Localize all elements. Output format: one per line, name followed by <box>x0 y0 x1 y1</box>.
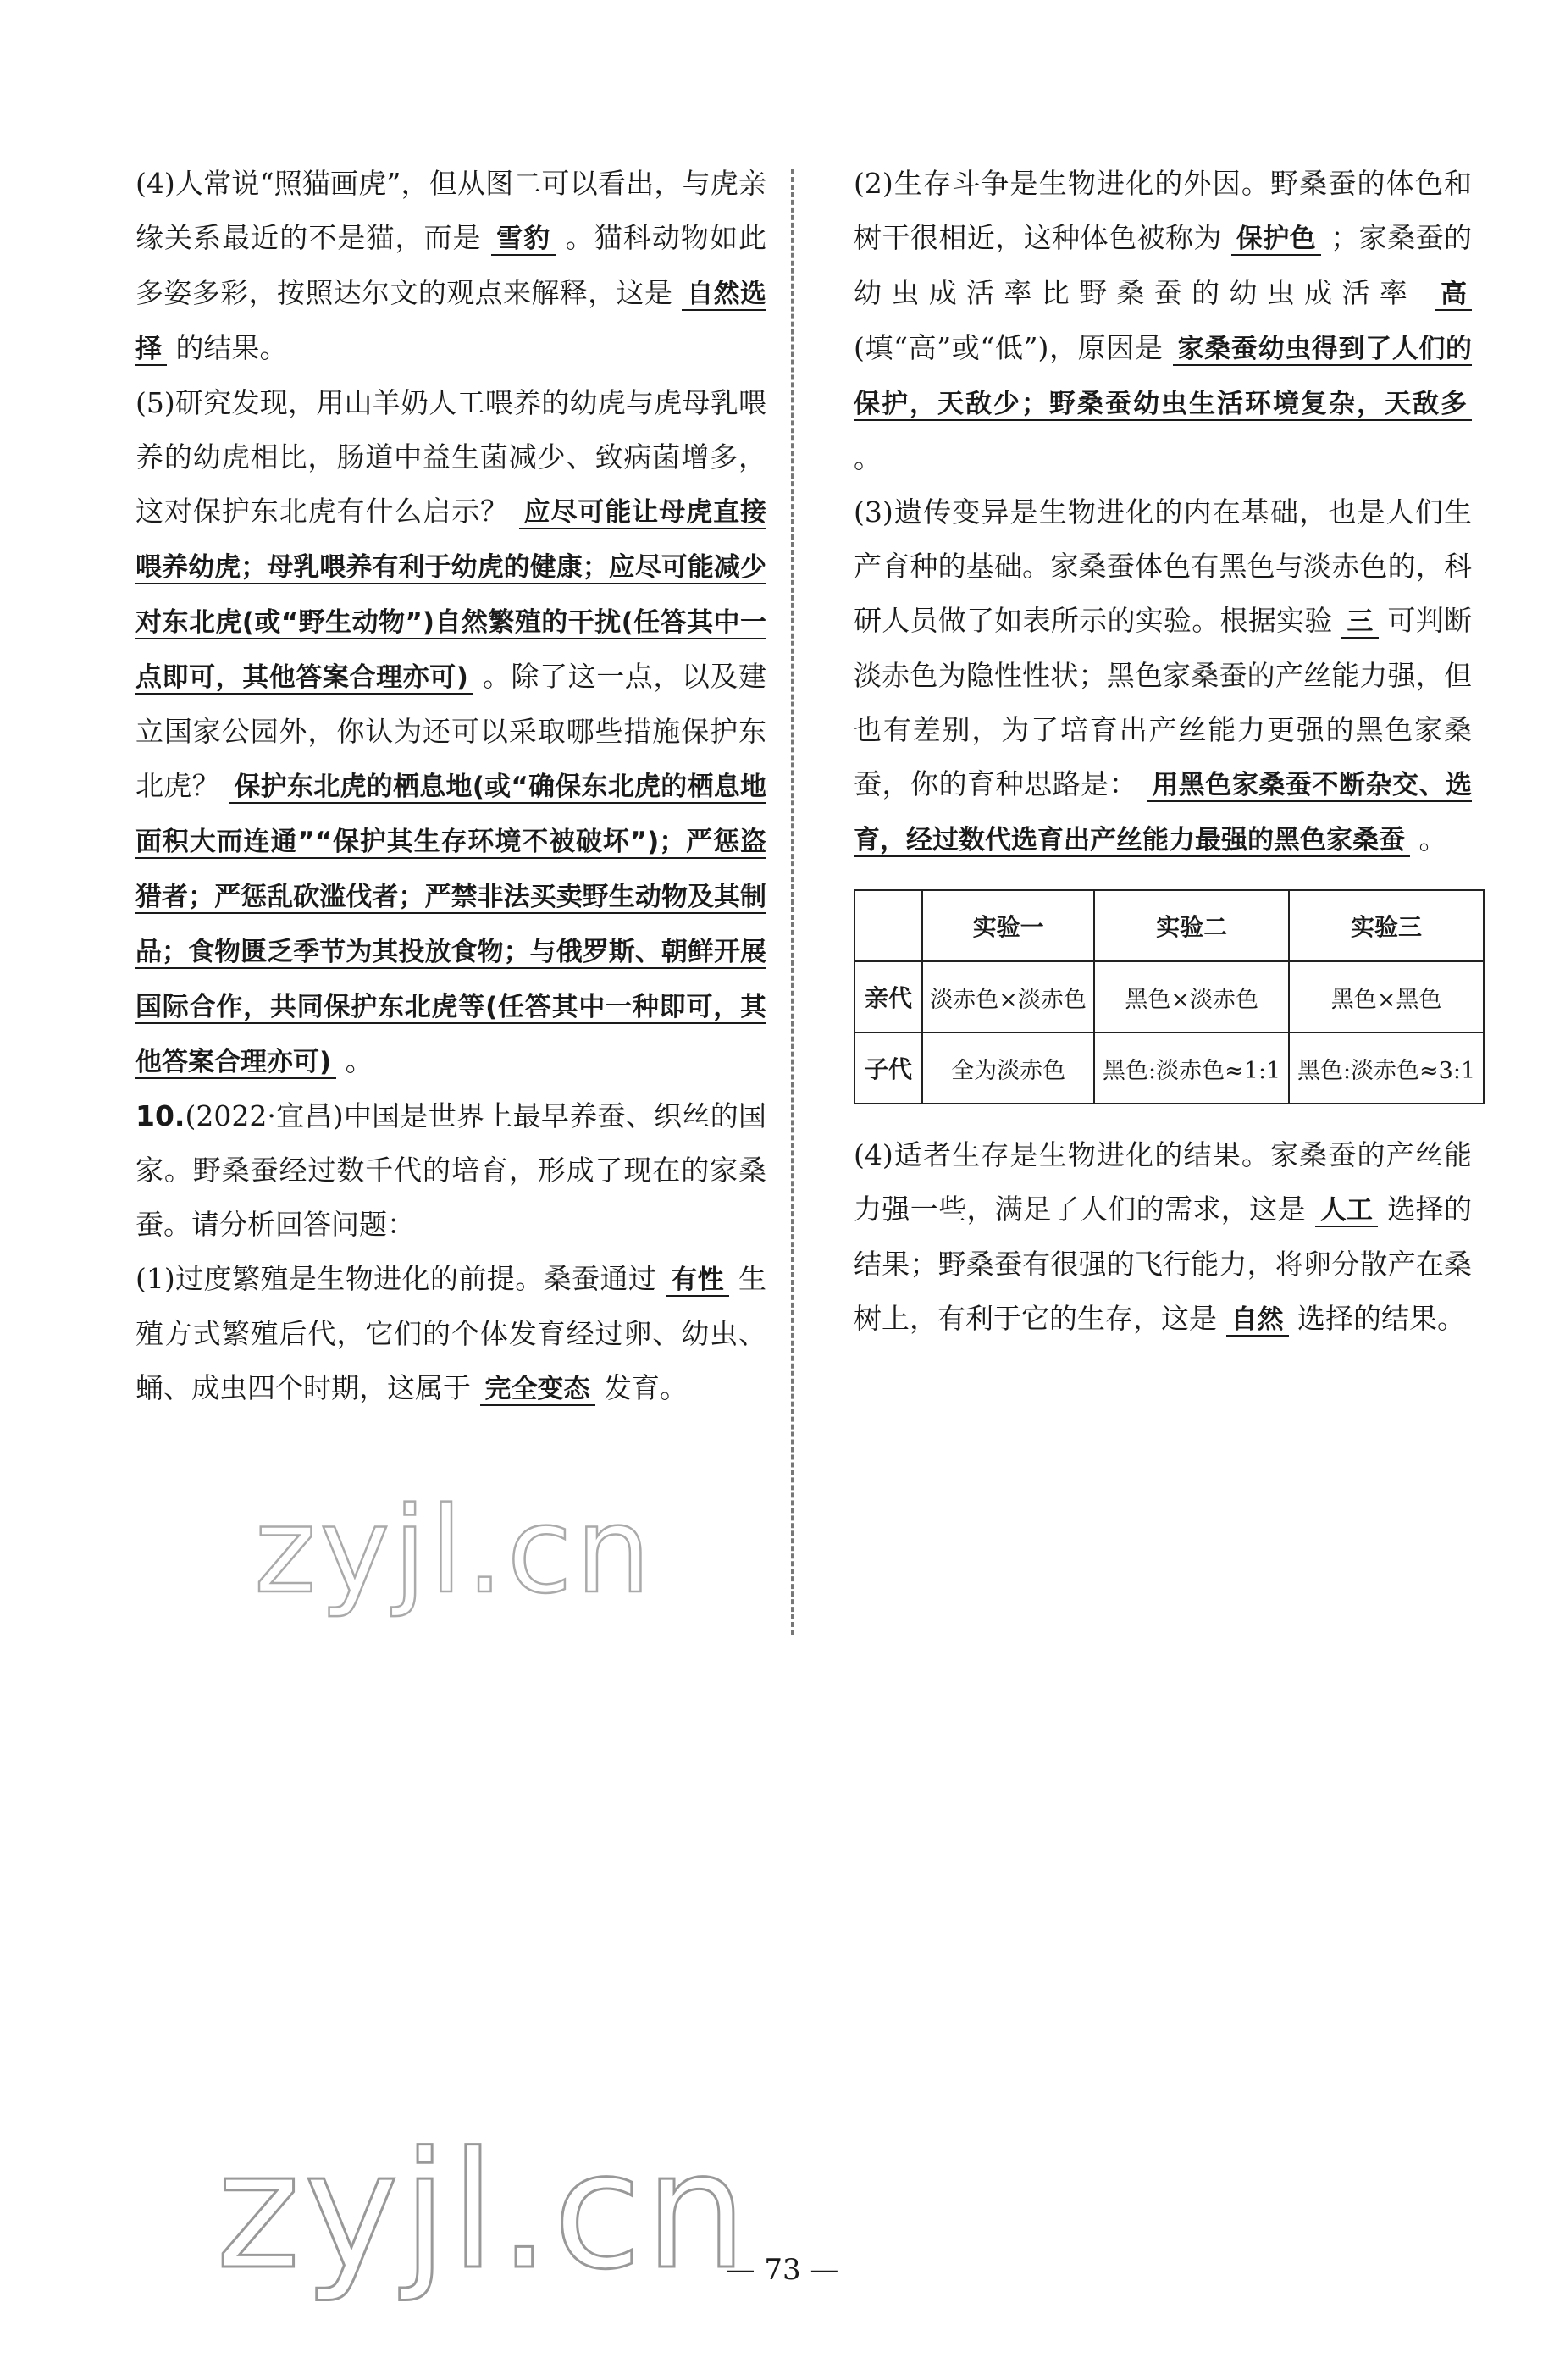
table-cell: 黑色×淡赤色 <box>1094 961 1289 1032</box>
table-header-cell: 实验二 <box>1094 890 1289 961</box>
q10-2-answer-1: 保护色 <box>1231 224 1321 256</box>
table-row <box>854 961 1484 1032</box>
q10-1-answer-2: 完全变态 <box>480 1374 595 1406</box>
q10-4-text: 选择的结果。 <box>1297 1302 1465 1335</box>
q5-answer-2: 保护东北虎的栖息地(或“确保东北虎的栖息地面积大而连通”“保护其生存环境不被破坏”)；严惩盗猎者；严惩乱砍滥伐者；严禁非法买卖野生动物及其制品；食物匮乏季节为其投放食物；与俄罗斯、朝鲜开展国际合作，共同保护东北虎等(任答其中一种即可，其他答案合理亦可) <box>135 772 767 1077</box>
column-divider <box>791 169 794 1635</box>
q10-2-text: (填“高”或“低”)，原因是 <box>854 331 1164 364</box>
q10-4-text: (4)适者生存是生物进化的结果。家桑蚕的产丝能力强一些，满足了人们的需求，这是 <box>854 1138 1472 1226</box>
question-4 <box>135 157 766 376</box>
watermark: zyjl.cn <box>216 2117 751 2305</box>
q10-1-answer-1: 有性 <box>666 1265 729 1297</box>
q5-text: 。除了这一点，以及建立国家公园外，你认为还可以采取哪些措施保护东北虎？ <box>135 660 767 802</box>
q10-4-answer-2: 自然 <box>1226 1304 1289 1337</box>
table-cell: 黑色:淡赤色≈3:1 <box>1289 1032 1484 1104</box>
table-row-label: 亲代 <box>854 961 922 1032</box>
question-10-3 <box>854 485 1472 867</box>
q10-2-text: (2)生存斗争是生物进化的外因。野桑蚕的体色和树干很相近，这种体色被称为 <box>854 167 1472 254</box>
question-10-number: 10. <box>135 1099 185 1132</box>
question-10-1 <box>135 1252 766 1416</box>
question-10-4 <box>854 1128 1472 1347</box>
q10-2-answer-2: 高 <box>1435 279 1472 311</box>
left-column <box>135 157 766 1416</box>
q10-4-answer-1: 人工 <box>1315 1195 1379 1227</box>
q5-text: (5)研究发现，用山羊奶人工喂养的幼虎与虎母乳喂养的幼虎相比，肠道中益生菌减少、致病菌增多，这对保护东北虎有什么启示？ <box>135 386 766 528</box>
watermark: zyjl.cn <box>254 1482 655 1620</box>
q10-1-text: 生殖方式繁殖后代，它们的个体发育经过卵、幼虫、蛹、成虫四个时期，这属于 <box>135 1262 767 1404</box>
right-column <box>854 157 1476 1347</box>
q10-1-text: (1)过度繁殖是生物进化的前提。桑蚕通过 <box>135 1262 657 1295</box>
q10-4-text: 选择的结果；野桑蚕有很强的飞行能力，将卵分散产在桑树上，有利于它的生存，这是 <box>854 1193 1473 1335</box>
q4-text: 的结果。 <box>175 331 288 364</box>
q4-answer-1: 雪豹 <box>491 224 556 256</box>
question-10-stem <box>135 1089 766 1252</box>
table-cell: 全为淡赤色 <box>922 1032 1094 1104</box>
table-header-cell: 实验一 <box>922 890 1094 961</box>
q5-answer-1: 应尽可能让母虎直接喂养幼虎；母乳喂养有利于幼虎的健康；应尽可能减少对东北虎(或“野生动物”)自然繁殖的干扰(任答其中一点即可，其他答案合理亦可) <box>135 497 767 693</box>
q4-text: (4)人常说“照猫画虎”，但从图二可以看出，与虎亲缘关系最近的不是猫，而是 <box>135 167 766 254</box>
q10-3-answer-1: 三 <box>1341 606 1378 639</box>
q10-3-text: 。 <box>1418 822 1447 855</box>
q10-1-text: 发育。 <box>604 1371 688 1404</box>
q4-text: 。猫科动物如此多姿多彩，按照达尔文的观点来解释，这是 <box>135 221 767 309</box>
table-cell: 黑色:淡赤色≈1:1 <box>1094 1032 1289 1104</box>
page-number: — 73 — <box>726 2253 839 2287</box>
table-header-cell <box>854 890 922 961</box>
q10-3-text: (3)遗传变异是生物进化的内在基础，也是人们生产育种的基础。家桑蚕体色有黑色与淡赤色的，科研人员做了如表所示的实验。根据实验 <box>854 495 1472 637</box>
table-row <box>854 1032 1484 1104</box>
table-row-label: 子代 <box>854 1032 922 1104</box>
table-cell: 黑色×黑色 <box>1289 961 1484 1032</box>
question-5 <box>135 376 766 1089</box>
q5-text: 。 <box>345 1044 373 1077</box>
table-header-cell: 实验三 <box>1289 890 1484 961</box>
question-10-2 <box>854 157 1472 485</box>
q10-2-text: 。 <box>854 441 882 474</box>
table-header-row <box>854 890 1484 961</box>
q10-3-text: 可判断淡赤色为隐性性状；黑色家桑蚕的产丝能力强，但也有差别，为了培育出产丝能力更强的黑色家桑蚕，你的育种思路是： <box>854 604 1472 800</box>
table-cell: 淡赤色×淡赤色 <box>922 961 1094 1032</box>
q10-stem-text: (2022·宜昌)中国是世界上最早养蚕、织丝的国家。野桑蚕经过数千代的培育，形成了现在的家桑蚕。请分析回答问题： <box>135 1099 766 1241</box>
experiment-table <box>854 889 1485 1104</box>
q10-3-answer-2: 用黑色家桑蚕不断杂交、选育，经过数代选育出产丝能力最强的黑色家桑蚕 <box>854 770 1472 855</box>
q10-2-answer-3: 家桑蚕幼虫得到了人们的保护，天敌少；野桑蚕幼虫生活环境复杂，天敌多 <box>854 334 1473 419</box>
q4-answer-2: 自然选择 <box>135 279 767 364</box>
q10-2-text: ；家桑蚕的幼虫成活率比野桑蚕的幼虫成活率 <box>854 221 1473 309</box>
